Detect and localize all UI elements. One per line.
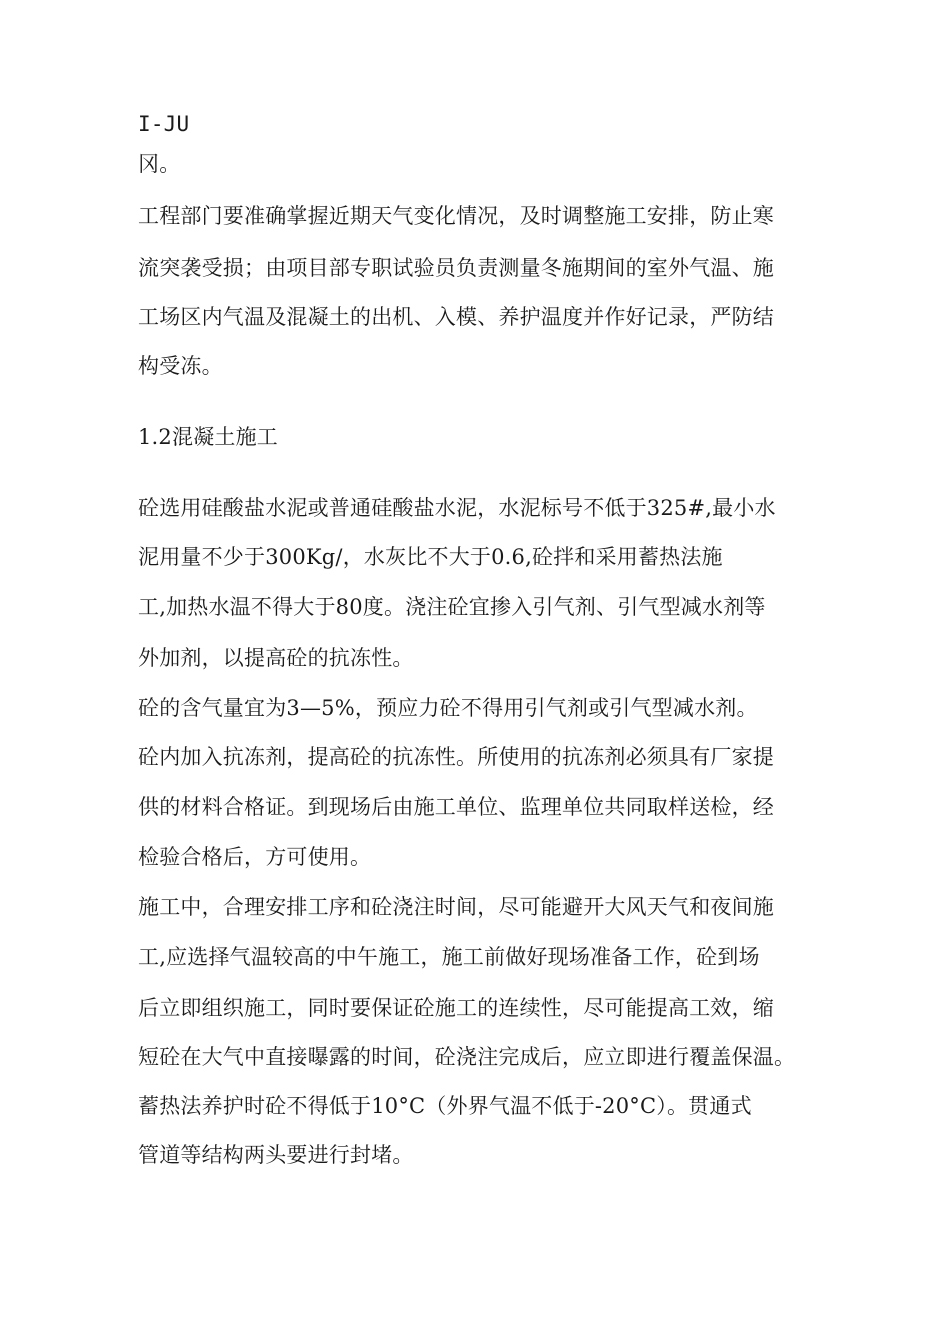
header-fragment-text: 冈。	[138, 152, 181, 176]
intro-line-3: 工场区内气温及混凝土的出机、入模、养护温度并作好记录，严防结	[138, 305, 774, 329]
intro-line-1: 工程部门要准确掌握近期天气变化情况，及时调整施工安排，防止寒	[138, 204, 774, 228]
body-line-2: 泥用量不少于300Kg/，水灰比不大于0.6,砼拌和采用蓄热法施	[138, 545, 723, 569]
body-line-12: 短砼在大气中直接曝露的时间，砼浇注完成后，应立即进行覆盖保温。	[138, 1045, 796, 1069]
body-line-1: 砼选用硅酸盐水泥或普通硅酸盐水泥，水泥标号不低于325#,最小水	[138, 496, 776, 520]
body-line-3: 工,加热水温不得大于80度。浇注砼宜掺入引气剂、引气型减水剂等	[138, 595, 766, 619]
body-line-8: 检验合格后，方可使用。	[138, 845, 372, 869]
body-line-9: 施工中，合理安排工序和砼浇注时间，尽可能避开大风天气和夜间施	[138, 895, 774, 919]
body-line-13: 蓄热法养护时砼不得低于10°C（外界气温不低于-20°C）。贯通式	[138, 1094, 752, 1118]
section-heading: 1.2混凝土施工	[138, 425, 278, 449]
body-line-11: 后立即组织施工，同时要保证砼施工的连续性，尽可能提高工效，缩	[138, 996, 774, 1020]
body-line-14: 管道等结构两头要进行封堵。	[138, 1143, 414, 1167]
body-line-4: 外加剂，以提高砼的抗冻性。	[138, 646, 414, 670]
body-line-10: 工,应选择气温较高的中午施工，施工前做好现场准备工作，砼到场	[138, 945, 760, 969]
body-line-6: 砼内加入抗冻剂，提高砼的抗冻性。所使用的抗冻剂必须具有厂家提	[138, 745, 774, 769]
body-line-5: 砼的含气量宜为3—5%，预应力砼不得用引气剂或引气型减水剂。	[138, 696, 758, 720]
intro-line-4: 构受冻。	[138, 354, 223, 378]
body-line-7: 供的材料合格证。到现场后由施工单位、监理单位共同取样送检，经	[138, 795, 774, 819]
header-fragment-code: I-JU	[138, 112, 190, 136]
intro-line-2: 流突袭受损；由项目部专职试验员负责测量冬施期间的室外气温、施	[138, 256, 774, 280]
